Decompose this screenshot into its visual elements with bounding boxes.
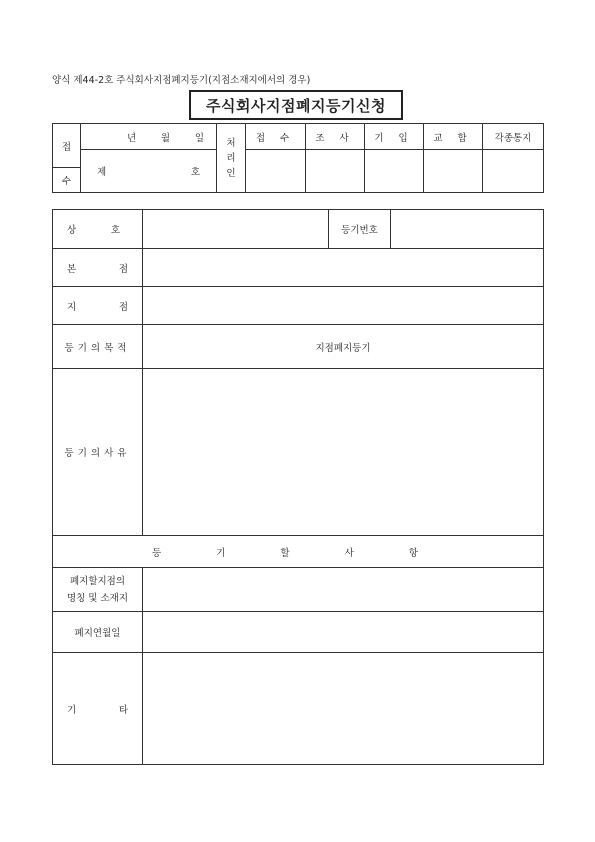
processor-label-1: 처 <box>226 137 236 149</box>
head-office-label: 본 점 <box>67 263 128 275</box>
col-compare-header: 교 합 <box>424 124 483 150</box>
branch-to-close-label-1: 폐지할지점의 <box>69 575 126 587</box>
branch-field[interactable] <box>143 287 544 325</box>
date-month-label: 월 <box>160 132 171 144</box>
form-number-header: 양식 제44-2호 주식회사지점폐지등기(지점소재지에서의 경우) <box>52 75 311 86</box>
review-stamp-cell[interactable] <box>306 150 365 193</box>
col-receipt-header: 접 수 <box>246 124 306 150</box>
date-year-label: 년 <box>127 132 137 144</box>
table-row <box>53 568 544 612</box>
processor-label <box>217 124 246 193</box>
processor-label-2: 리 <box>226 152 236 164</box>
reason-field[interactable] <box>143 369 544 536</box>
branch-to-close-label-2: 명칭 및 소재지 <box>66 592 129 604</box>
closure-date-label: 폐지연월일 <box>53 612 143 653</box>
table-row <box>53 325 544 369</box>
receipt-processing-table <box>52 123 544 193</box>
head-office-field[interactable] <box>143 249 544 287</box>
matters-header: 등 기 할 사 항 <box>53 536 544 568</box>
table-row <box>53 612 544 653</box>
closure-date-field[interactable] <box>143 612 544 653</box>
reason-label: 등기의사유 <box>53 369 143 536</box>
registration-application-table <box>52 209 544 765</box>
receipt-number-cell[interactable] <box>81 150 217 193</box>
table-row <box>53 287 544 325</box>
purpose-value[interactable]: 지점폐지등기 <box>143 325 544 369</box>
processor-label-3: 인 <box>226 167 236 179</box>
receipt-stamp-cell[interactable] <box>246 150 306 193</box>
form-title: 주식회사지점폐지등기신청 <box>189 90 403 120</box>
receipt-label-bottom: 수 <box>53 168 81 193</box>
table-row <box>53 369 544 536</box>
branch-to-close-field[interactable] <box>143 568 544 612</box>
receipt-label-top: 접 <box>53 124 81 168</box>
entry-stamp-cell[interactable] <box>365 150 424 193</box>
registration-number-label: 등기번호 <box>329 210 391 249</box>
compare-stamp-cell[interactable] <box>424 150 483 193</box>
number-suffix-label: 호 <box>190 167 200 178</box>
notice-stamp-cell[interactable] <box>483 150 544 193</box>
registration-number-field[interactable] <box>391 210 544 249</box>
branch-label: 지 점 <box>67 301 128 313</box>
col-entry-header: 기 입 <box>365 124 424 150</box>
col-review-header: 조 사 <box>306 124 365 150</box>
table-row <box>53 249 544 287</box>
purpose-label: 등기의목적 <box>53 325 143 369</box>
table-row <box>53 653 544 765</box>
table-row <box>53 210 544 249</box>
col-notice-header: 각종통지 <box>483 124 544 150</box>
branch-to-close-label <box>53 568 143 612</box>
trade-name-field[interactable] <box>143 210 329 249</box>
number-prefix-label: 제 <box>97 167 107 178</box>
receipt-date-cell[interactable] <box>81 124 217 150</box>
other-label: 기 타 <box>67 704 128 716</box>
date-day-label: 일 <box>194 132 204 144</box>
trade-name-label: 상 호 <box>67 225 120 236</box>
table-row <box>53 536 544 568</box>
other-field[interactable] <box>143 653 544 765</box>
